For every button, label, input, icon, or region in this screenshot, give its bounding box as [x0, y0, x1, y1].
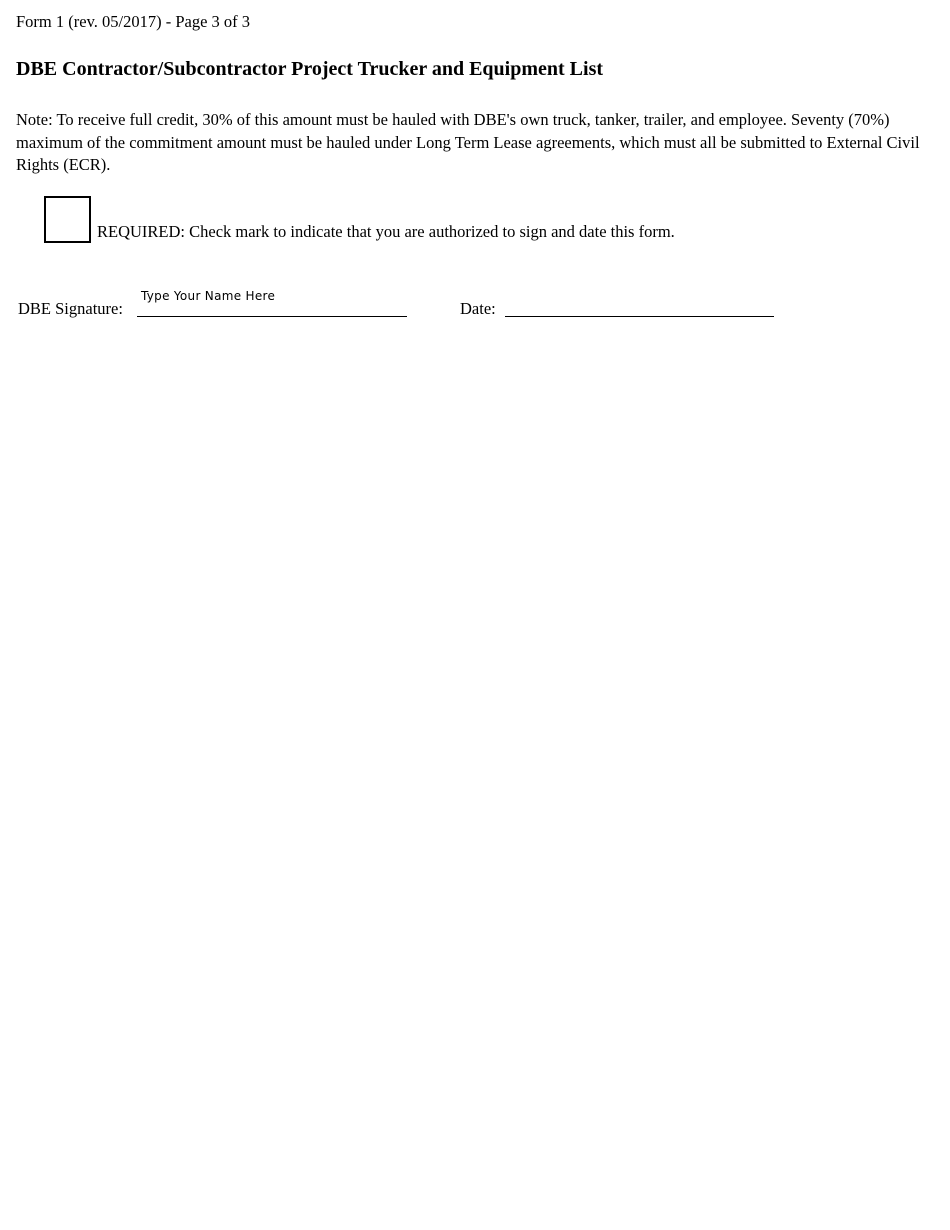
note-text: Note: To receive full credit, 30% of this amount must be hauled with DBE's own truck, tanker, trailer, and employee. Seventy (70%) maximum of the commitment amount must be hauled under Long Term Lease agreements, which must all be submitted to External Civil Rights (ECR).: [16, 110, 920, 174]
form-title: DBE Contractor/Subcontractor Project Trucker and Equipment List: [16, 58, 604, 80]
date-field[interactable]: [505, 284, 774, 317]
authorization-checkbox[interactable]: [44, 196, 91, 243]
date-label: Date:: [460, 299, 496, 318]
signature-field[interactable]: [137, 284, 407, 317]
authorization-label: REQUIRED: Check mark to indicate that you are authorized to sign and date this form.: [97, 222, 675, 241]
signature-label: DBE Signature:: [18, 299, 123, 318]
signature-field-value: Type Your Name Here: [141, 289, 276, 303]
page-header: Form 1 (rev. 05/2017) - Page 3 of 3: [16, 12, 251, 31]
